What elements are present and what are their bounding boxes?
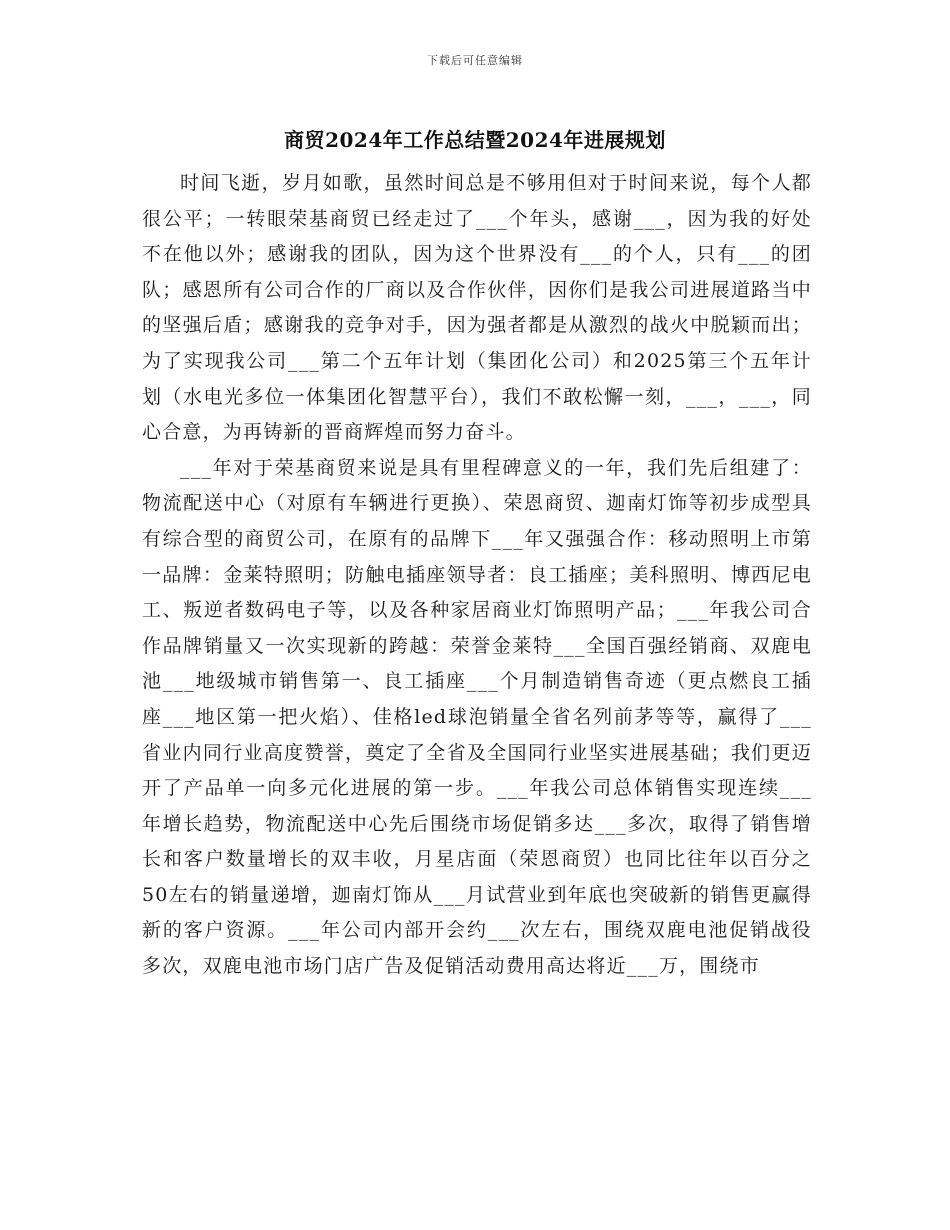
page-header-note: 下载后可任意编辑 bbox=[427, 54, 523, 67]
body-paragraph-2: ___年对于荣基商贸来说是具有里程碑意义的一年，我们先后组建了：物流配送中心（对原有车辆进行更换）、荣恩商贸、迦南灯饰等初步成型具有综合型的商贸公司，在原有的品牌下___年又强强合作：移动照明上市第一品牌：金莱特照明；防触电插座领导者：良工插座；美科照明、博西尼电工、叛逆者数码电子等，以及各种家居商业灯饰照明产品；___年我公司合作品牌销量又一次实现新的跨越：荣誉金莱特___全国百强经销商、双鹿电池___地级城市销售第一、良工插座___个月制造销售奇迹（更点燃良工插座___地区第一把火焰）、佳格led球泡销量全省名列前茅等等，赢得了___省业内同行业高度赞誉，奠定了全省及全国同行业坚实进展基础；我们更迈开了产品单一向多元化进展的第一步。___年我公司总体销售实现连续___年增长趋势，物流配送中心先后围绕市场促销多达___多次，取得了销售增长和客户数量增长的双丰收，月星店面（荣恩商贸）也同比往年以百分之50左右的销量递增，迦南灯饰从___月试营业到年底也突破新的销售更赢得新的客户资源。___年公司内部开会约___次左右，围绕双鹿电池促销战役多次，双鹿电池市场门店广告及促销活动费用高达将近___万，围绕市 bbox=[142, 456, 812, 978]
document-title: 商贸2024年工作总结暨2024年进展规划 bbox=[284, 128, 666, 152]
document-body bbox=[142, 166, 812, 985]
body-paragraph-1: 时间飞逝，岁月如歌，虽然时间总是不够用但对于时间来说，每个人都很公平；一转眼荣基商贸已经走过了___个年头，感谢___，因为我的好处不在他以外；感谢我的团队，因为这个世界没有___的个人，只有___的团队；感恩所有公司合作的厂商以及合作伙伴，因你们是我公司进展道路当中的坚强后盾；感谢我的竞争对手，因为强者都是从激烈的战火中脱颖而出；为了实现我公司___第二个五年计划（集团化公司）和2025第三个五年计划（水电光多位一体集团化智慧平台），我们不敢松懈一刻，___，___，同心合意，为再铸新的晋商辉煌而努力奋斗。 bbox=[142, 172, 812, 444]
